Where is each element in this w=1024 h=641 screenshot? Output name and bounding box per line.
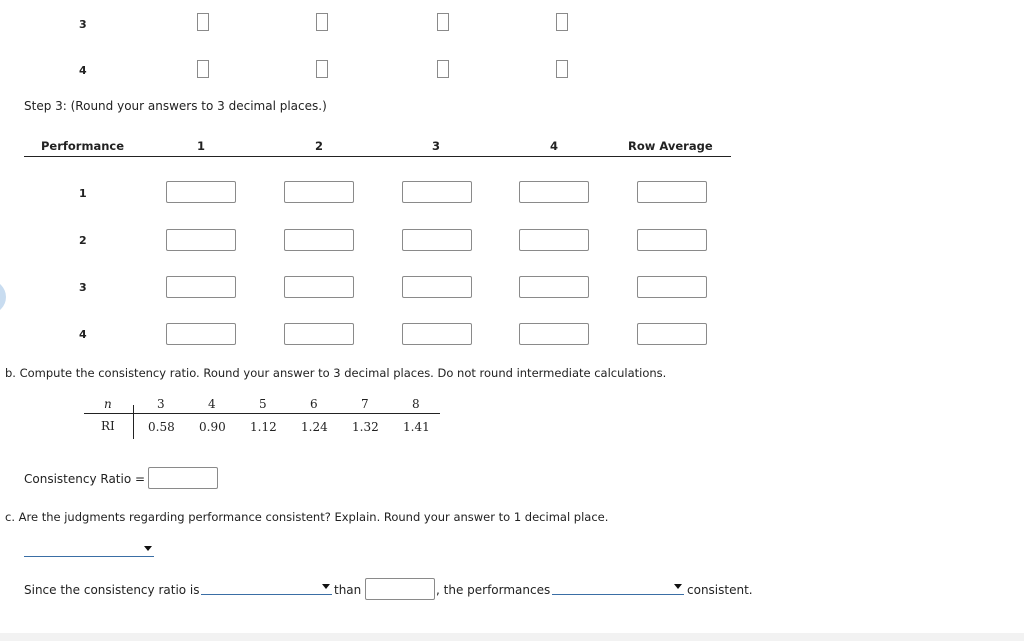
input-r2-c2[interactable] (284, 229, 354, 251)
table-header-rule (24, 156, 731, 157)
ri-table-rule (84, 413, 440, 414)
ri-table-ri-7: 1.32 (352, 420, 379, 434)
ri-table-n-label: n (104, 397, 112, 411)
header-col-2: 2 (315, 139, 324, 153)
input-r2-c4[interactable] (519, 229, 589, 251)
header-col-3: 3 (432, 139, 441, 153)
prev-input-3-4[interactable] (556, 13, 568, 31)
input-r3-c3[interactable] (402, 276, 472, 298)
row-label-1: 1 (79, 187, 87, 200)
side-scroll-tab[interactable] (0, 280, 6, 314)
ri-table-ri-8: 1.41 (403, 420, 430, 434)
prev-input-4-4[interactable] (556, 60, 568, 78)
ri-table-n-5: 5 (259, 397, 267, 411)
ri-table-n-3: 3 (157, 397, 165, 411)
prev-input-4-1[interactable] (197, 60, 209, 78)
input-r1-c2[interactable] (284, 181, 354, 203)
input-r2-avg[interactable] (637, 229, 707, 251)
step3-instruction: Step 3: (Round your answers to 3 decimal places.) (24, 99, 327, 113)
ri-table-ri-3: 0.58 (148, 420, 175, 434)
input-r3-c4[interactable] (519, 276, 589, 298)
consistent-text: consistent. (687, 583, 753, 597)
input-r3-c2[interactable] (284, 276, 354, 298)
prev-row-label-4: 4 (79, 64, 87, 77)
row-label-4: 4 (79, 328, 87, 341)
header-col-4: 4 (550, 139, 559, 153)
chevron-down-icon (144, 546, 152, 551)
prev-row-label-3: 3 (79, 18, 87, 31)
consistency-yes-no-select[interactable] (24, 543, 154, 557)
ri-table-n-7: 7 (361, 397, 369, 411)
input-r1-c1[interactable] (166, 181, 236, 203)
ri-table-n-6: 6 (310, 397, 318, 411)
prev-input-4-3[interactable] (437, 60, 449, 78)
input-r4-c3[interactable] (402, 323, 472, 345)
input-r4-c4[interactable] (519, 323, 589, 345)
ri-table-ri-label: RI (101, 419, 115, 433)
chevron-down-icon (674, 584, 682, 589)
input-r4-c2[interactable] (284, 323, 354, 345)
input-r1-c3[interactable] (402, 181, 472, 203)
are-are-not-select[interactable] (552, 581, 684, 595)
prev-input-3-3[interactable] (437, 13, 449, 31)
ri-table-n-4: 4 (208, 397, 216, 411)
input-r1-avg[interactable] (637, 181, 707, 203)
row-label-3: 3 (79, 281, 87, 294)
prev-input-4-2[interactable] (316, 60, 328, 78)
ri-table-ri-6: 1.24 (301, 420, 328, 434)
input-r3-c1[interactable] (166, 276, 236, 298)
part-c-question: c. Are the judgments regarding performance consistent? Explain. Round your answer to 1 decimal place. (5, 510, 609, 524)
ri-table-ri-4: 0.90 (199, 420, 226, 434)
row-label-2: 2 (79, 234, 87, 247)
input-r4-c1[interactable] (166, 323, 236, 345)
prev-input-3-1[interactable] (197, 13, 209, 31)
performances-text: , the performances (436, 583, 551, 597)
chevron-down-icon (322, 584, 330, 589)
header-row-average: Row Average (628, 139, 713, 153)
input-r4-avg[interactable] (637, 323, 707, 345)
threshold-input[interactable] (365, 578, 435, 600)
than-text: than (334, 583, 362, 597)
consistency-ratio-label: Consistency Ratio = (24, 472, 146, 486)
input-r2-c3[interactable] (402, 229, 472, 251)
ri-table-ri-5: 1.12 (250, 420, 277, 434)
ri-table-n-8: 8 (412, 397, 420, 411)
input-r2-c1[interactable] (166, 229, 236, 251)
input-r1-c4[interactable] (519, 181, 589, 203)
ri-table-divider (133, 405, 134, 439)
header-col-1: 1 (197, 139, 206, 153)
page-footer (0, 633, 1024, 641)
consistency-ratio-input[interactable] (148, 467, 218, 489)
prev-input-3-2[interactable] (316, 13, 328, 31)
header-performance: Performance (41, 139, 125, 153)
input-r3-avg[interactable] (637, 276, 707, 298)
comparison-select[interactable] (201, 581, 332, 595)
since-text: Since the consistency ratio is (24, 583, 200, 597)
part-b-question: b. Compute the consistency ratio. Round your answer to 3 decimal places. Do not round intermediate calculations. (5, 366, 667, 380)
